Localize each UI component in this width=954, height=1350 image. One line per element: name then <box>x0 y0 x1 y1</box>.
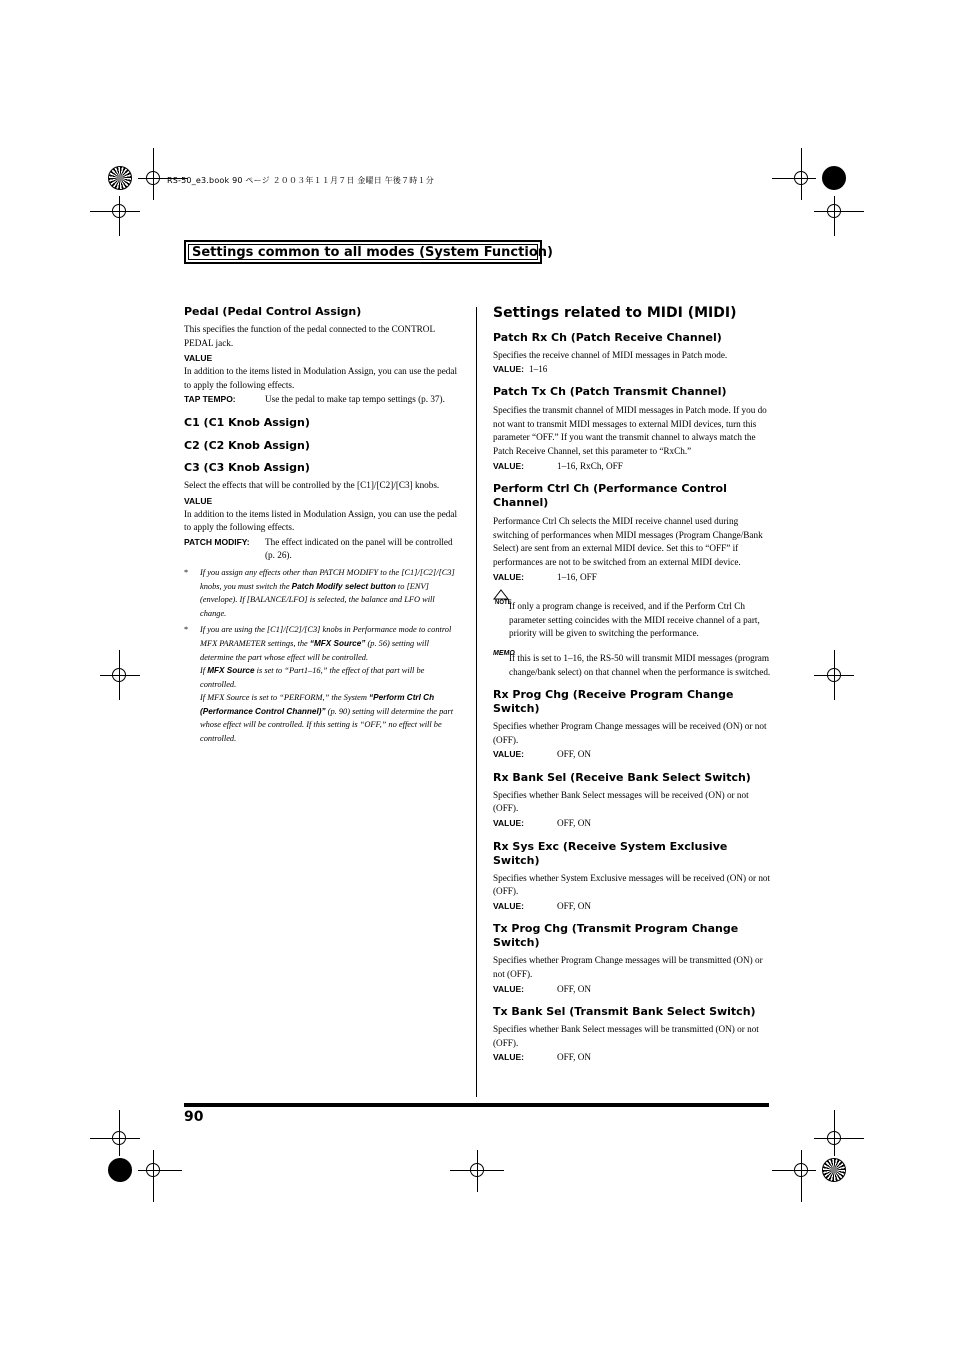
file-header: RS-50_e3.book 90 ページ ２００３年１１月７日 金曜日 午後７時１分 <box>167 176 434 185</box>
tx-bank-heading: Tx Bank Sel (Transmit Bank Select Switch) <box>493 1005 756 1019</box>
registration-disc-icon <box>108 166 132 190</box>
memo-text: If this is set to 1–16, the RS-50 will transmit MIDI messages (program change/bank select) on that channel when the performance is switched. <box>509 652 771 677</box>
section-title-box <box>184 240 553 264</box>
patch-tx-heading: Patch Tx Ch (Patch Transmit Channel) <box>493 385 727 399</box>
perform-heading: Perform Ctrl Ch (Performance Control Channel) <box>493 482 727 510</box>
knobs-value-description: In addition to the items listed in Modulation Assign, you can use the pedal to apply the following effects. <box>184 508 458 533</box>
note-item: * If you assign any effects other than PATCH MODIFY to the [C1]/[C2]/[C3] knobs, you must switch the Patch Modify select button to [ENV] (envelope). If [BALANCE/LFO] is selected, the balance and LFO will change. <box>184 566 462 620</box>
rx-prog-value-row: VALUE: OFF, ON <box>493 749 591 760</box>
left-column <box>184 305 462 746</box>
registration-disc-icon <box>822 1158 846 1182</box>
asterisk-icon: * <box>184 625 189 635</box>
rx-bank-heading: Rx Bank Sel (Receive Bank Select Switch) <box>493 770 751 784</box>
pedal-heading: Pedal (Pedal Control Assign) <box>184 305 362 318</box>
pedal-description: This specifies the function of the pedal connected to the CONTROL PEDAL jack. <box>184 324 435 348</box>
rx-sysex-heading: Rx Sys Exc (Receive System Exclusive Switch) <box>493 839 728 867</box>
right-column <box>493 303 771 1065</box>
tx-prog-description: Specifies whether Program Change messages will be transmitted (ON) or not (OFF). <box>493 955 763 980</box>
tap-tempo-label: TAP TEMPO: <box>184 394 236 405</box>
c2-heading: C2 (C2 Knob Assign) <box>184 438 310 452</box>
c3-heading: C3 (C3 Knob Assign) <box>184 460 310 474</box>
note-text: If only a program change is received, and if the Perform Ctrl Ch parameter setting coincides with the MIDI receive channel of a part, priority will be given to switching the performance. <box>509 601 760 639</box>
asterisk-icon: * <box>184 567 189 577</box>
patch-rx-value-row: VALUE: 1–16 <box>493 363 548 374</box>
page-number: 90 <box>184 1109 204 1125</box>
patch-rx-heading: Patch Rx Ch (Patch Receive Channel) <box>493 331 722 344</box>
pedal-value-label: VALUE <box>184 353 213 364</box>
tx-bank-description: Specifies whether Bank Select messages will be transmitted (ON) or not (OFF). <box>493 1024 759 1048</box>
c1-heading: C1 (C1 Knob Assign) <box>184 415 310 429</box>
patch-modify-label: PATCH MODIFY: <box>184 536 250 547</box>
knobs-value-label: VALUE <box>184 495 213 506</box>
note-block <box>493 589 771 641</box>
svg-text:NOTE: NOTE <box>495 600 512 606</box>
rx-prog-description: Specifies whether Program Change messages will be received (ON) or not (OFF). <box>493 721 767 745</box>
midi-heading: Settings related to MIDI (MIDI) <box>493 305 737 321</box>
memo-block <box>493 645 771 679</box>
section-title: Settings common to all modes (System Function) <box>192 245 553 260</box>
column-divider <box>476 307 477 1097</box>
patch-modify-row <box>184 536 462 563</box>
registration-disc-icon <box>108 1158 132 1182</box>
tx-prog-heading: Tx Prog Chg (Transmit Program Change Switch) <box>493 922 739 950</box>
patch-rx-description: Specifies the receive channel of MIDI messages in Patch mode. <box>493 350 728 360</box>
svg-text:MEMO: MEMO <box>493 649 515 657</box>
rx-sysex-description: Specifies whether System Exclusive messages will be received (ON) or not (OFF). <box>493 872 771 897</box>
rx-sysex-value-row: VALUE: OFF, ON <box>493 900 591 911</box>
tx-bank-value-row: VALUE: OFF, ON <box>493 1052 591 1063</box>
tap-tempo-row <box>184 393 462 407</box>
tap-tempo-text: Use the pedal to make tap tempo settings (p. 37). <box>265 394 445 405</box>
tx-prog-value-row: VALUE: OFF, ON <box>493 983 591 994</box>
patch-tx-value-row: VALUE: 1–16, RxCh, OFF <box>493 460 623 471</box>
knobs-description: Select the effects that will be controlled by the [C1]/[C2]/[C3] knobs. <box>184 479 440 490</box>
pedal-value-description: In addition to the items listed in Modulation Assign, you can use the pedal to apply the following effects. <box>184 366 458 390</box>
patch-tx-description: Specifies the transmit channel of MIDI messages in Patch mode. If you do not want to transmit MIDI messages to external MIDI devices, turn this parameter “OFF.” If you want the transmit channel to always match the Patch Receive Channel, set this parameter to “RxCh.” <box>493 405 767 456</box>
perform-value-row: VALUE: 1–16, OFF <box>493 571 597 582</box>
footer-rule <box>184 1103 769 1107</box>
rx-prog-heading: Rx Prog Chg (Receive Program Change Switch) <box>493 688 734 716</box>
registration-disc-icon <box>822 166 846 190</box>
note-item: * If you are using the [C1]/[C2]/[C3] knobs in Performance mode to control MFX PARAMETER settings, the “MFX Source” (p. 56) setting will determine the part whose effect will be controlled. If MFX Source is set to “Part1–16,” the effect of that part will be controlled. If MFX Source is set to “PERFORM,” the System “Perform Ctrl Ch (Performance Control Channel)” (p. 90) setting will determine the part whose effect will be controlled. If this setting is “OFF,” no effect will be controlled. <box>184 623 462 745</box>
rx-bank-value-row: VALUE: OFF, ON <box>493 818 591 829</box>
perform-description: Performance Ctrl Ch selects the MIDI receive channel used during switching of performances when MIDI messages (Program Change/Bank Select) are sent from an external MIDI device. Set this to “OFF” if performances are not to be switched from an external MIDI device. <box>493 516 763 567</box>
patch-modify-text: The effect indicated on the panel will be controlled (p. 26). <box>265 536 453 561</box>
notes <box>184 566 462 746</box>
rx-bank-description: Specifies whether Bank Select messages will be received (ON) or not (OFF). <box>493 789 749 814</box>
